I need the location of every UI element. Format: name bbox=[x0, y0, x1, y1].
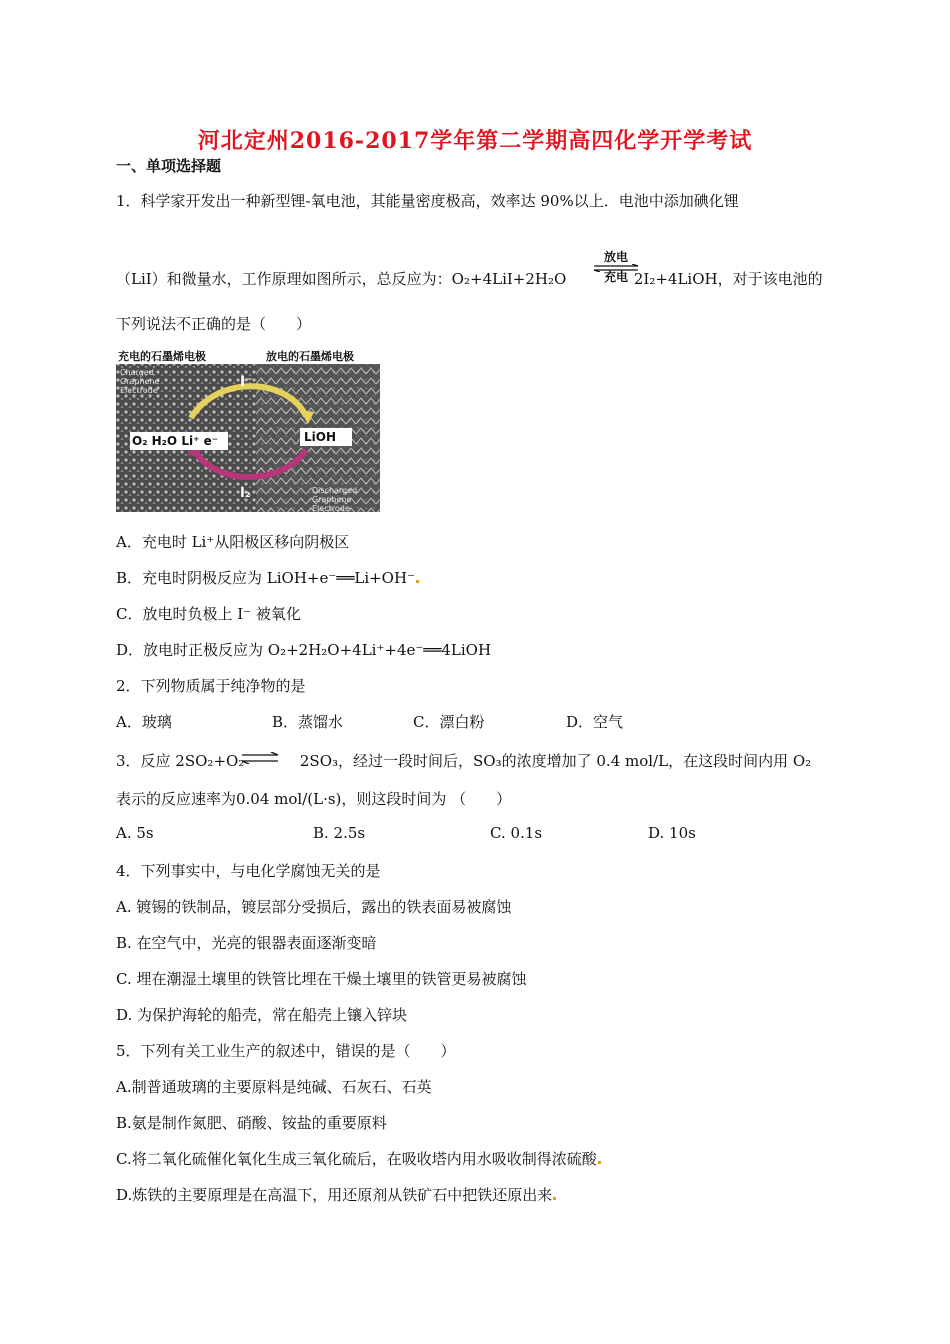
q4-stem: 4．下列事实中，与电化学腐蚀无关的是 bbox=[116, 862, 381, 880]
q5-option-d-text: D.炼铁的主要原理是在高温下，用还原剂从铁矿石中把铁还原出来 bbox=[116, 1186, 553, 1204]
q5-option-d bbox=[116, 1184, 556, 1205]
q3-option-b: B. 2.5s bbox=[313, 824, 366, 842]
q2-option-d: D．空气 bbox=[566, 713, 624, 731]
q4-option-c: C. 埋在潮湿土壤里的铁管比埋在干燥土壤里的铁管更易被腐蚀 bbox=[116, 970, 527, 988]
q5-stem: 5．下列有关工业生产的叙述中，错误的是（ ） bbox=[116, 1042, 456, 1060]
mark-dot-icon bbox=[598, 1161, 601, 1164]
q1-line3: 下列说法不正确的是（ ） bbox=[116, 315, 312, 333]
q4-option-b: B. 在空气中，光亮的银器表面逐渐变暗 bbox=[116, 934, 377, 952]
q3-line1a: 3．反应 2SO₂+O₂ bbox=[116, 752, 245, 770]
charged-electrode-label: 充电的石墨烯电极 bbox=[118, 350, 206, 363]
q3-line1 bbox=[116, 750, 811, 771]
q4-option-d: D. 为保护海轮的船壳，常在船壳上镶入锌块 bbox=[116, 1006, 408, 1024]
q1-line2a: （LiI）和微量水，工作原理如图所示，总反应为：O bbox=[116, 270, 464, 288]
lioh-label: LiOH bbox=[304, 430, 337, 444]
q1-sub2: ₂ bbox=[649, 270, 656, 288]
corner-bottom-label: Discharged Graphene Electrode bbox=[312, 486, 358, 512]
q5-option-c-text: C.将二氧化硫催化氧化生成三氧化硫后，在吸收塔内用水吸收制得浓硫酸 bbox=[116, 1150, 597, 1168]
q1-eq-rest: ₂+4LiI+2H₂O bbox=[463, 270, 567, 288]
q1-line2 bbox=[116, 268, 823, 289]
q3-option-a: A. 5s bbox=[116, 824, 154, 842]
q1-option-a: A．充电时 Li⁺从阳极区移向阴极区 bbox=[116, 533, 350, 551]
q3-line2: 表示的反应速率为0.04 mol/(L·s)，则这段时间为 （ ） bbox=[116, 790, 512, 808]
mark-dot-icon bbox=[416, 580, 419, 583]
mark-dot-icon bbox=[553, 1197, 556, 1200]
q4-option-a: A. 镀锡的铁制品，镀层部分受损后，露出的铁表面易被腐蚀 bbox=[116, 898, 512, 916]
q3-line1b: 2SO₃，经过一段时间后，SO₃的浓度增加了 0.4 mol/L，在这段时间内用 O₂ bbox=[299, 752, 812, 770]
equilibrium-arrow-icon bbox=[240, 752, 280, 764]
q2-option-c: C．漂白粉 bbox=[413, 713, 485, 731]
discharge-charge-arrow bbox=[592, 250, 640, 284]
iodide-ion-label: I⁻ bbox=[240, 374, 253, 390]
corner-top-label: Charged Graphene Electrode bbox=[120, 368, 160, 395]
q3-option-c: C. 0.1s bbox=[490, 824, 543, 842]
discharged-electrode-label: 放电的石墨烯电极 bbox=[266, 350, 354, 363]
q2-option-a: A．玻璃 bbox=[116, 713, 172, 731]
q5-option-a: A.制普通玻璃的主要原料是纯碱、石灰石、石英 bbox=[116, 1078, 432, 1096]
section-heading: 一、单项选择题 bbox=[116, 157, 222, 175]
q1-line1: 1．科学家开发出一种新型锂-氧电池，其能量密度极高，效率达 90%以上．电池中添加碘化锂 bbox=[116, 192, 739, 210]
q1-option-c: C．放电时负极上 I⁻ 被氧化 bbox=[116, 605, 301, 623]
q2-option-b: B．蒸馏水 bbox=[272, 713, 344, 731]
q1-option-b bbox=[116, 567, 419, 588]
iodine-label: I₂ bbox=[240, 486, 251, 501]
q2-stem: 2．下列物质属于纯净物的是 bbox=[116, 677, 306, 695]
q5-option-b: B.氨是制作氮肥、硝酸、铵盐的重要原料 bbox=[116, 1114, 387, 1132]
battery-diagram bbox=[116, 346, 380, 512]
arrow-bottom-label: 充电 bbox=[603, 270, 628, 284]
q1-option-d: D．放电时正极反应为 O₂+2H₂O+4Li⁺+4e⁻══4LiOH bbox=[116, 641, 492, 659]
q1-option-b-text: B．充电时阴极反应为 LiOH+e⁻══Li+OH⁻ bbox=[116, 569, 415, 587]
q5-option-c bbox=[116, 1148, 601, 1169]
q1-line2c: +4LiOH，对于该电池的 bbox=[655, 270, 823, 288]
left-species-label: O₂ H₂O Li⁺ e⁻ bbox=[132, 434, 219, 448]
q3-option-d: D. 10s bbox=[648, 824, 696, 842]
page-title: 河北定州2016-2017学年第二学期高四化学开学考试 bbox=[197, 128, 753, 154]
q1-line2b: 2I bbox=[633, 270, 650, 288]
arrow-top-label: 放电 bbox=[603, 250, 628, 264]
